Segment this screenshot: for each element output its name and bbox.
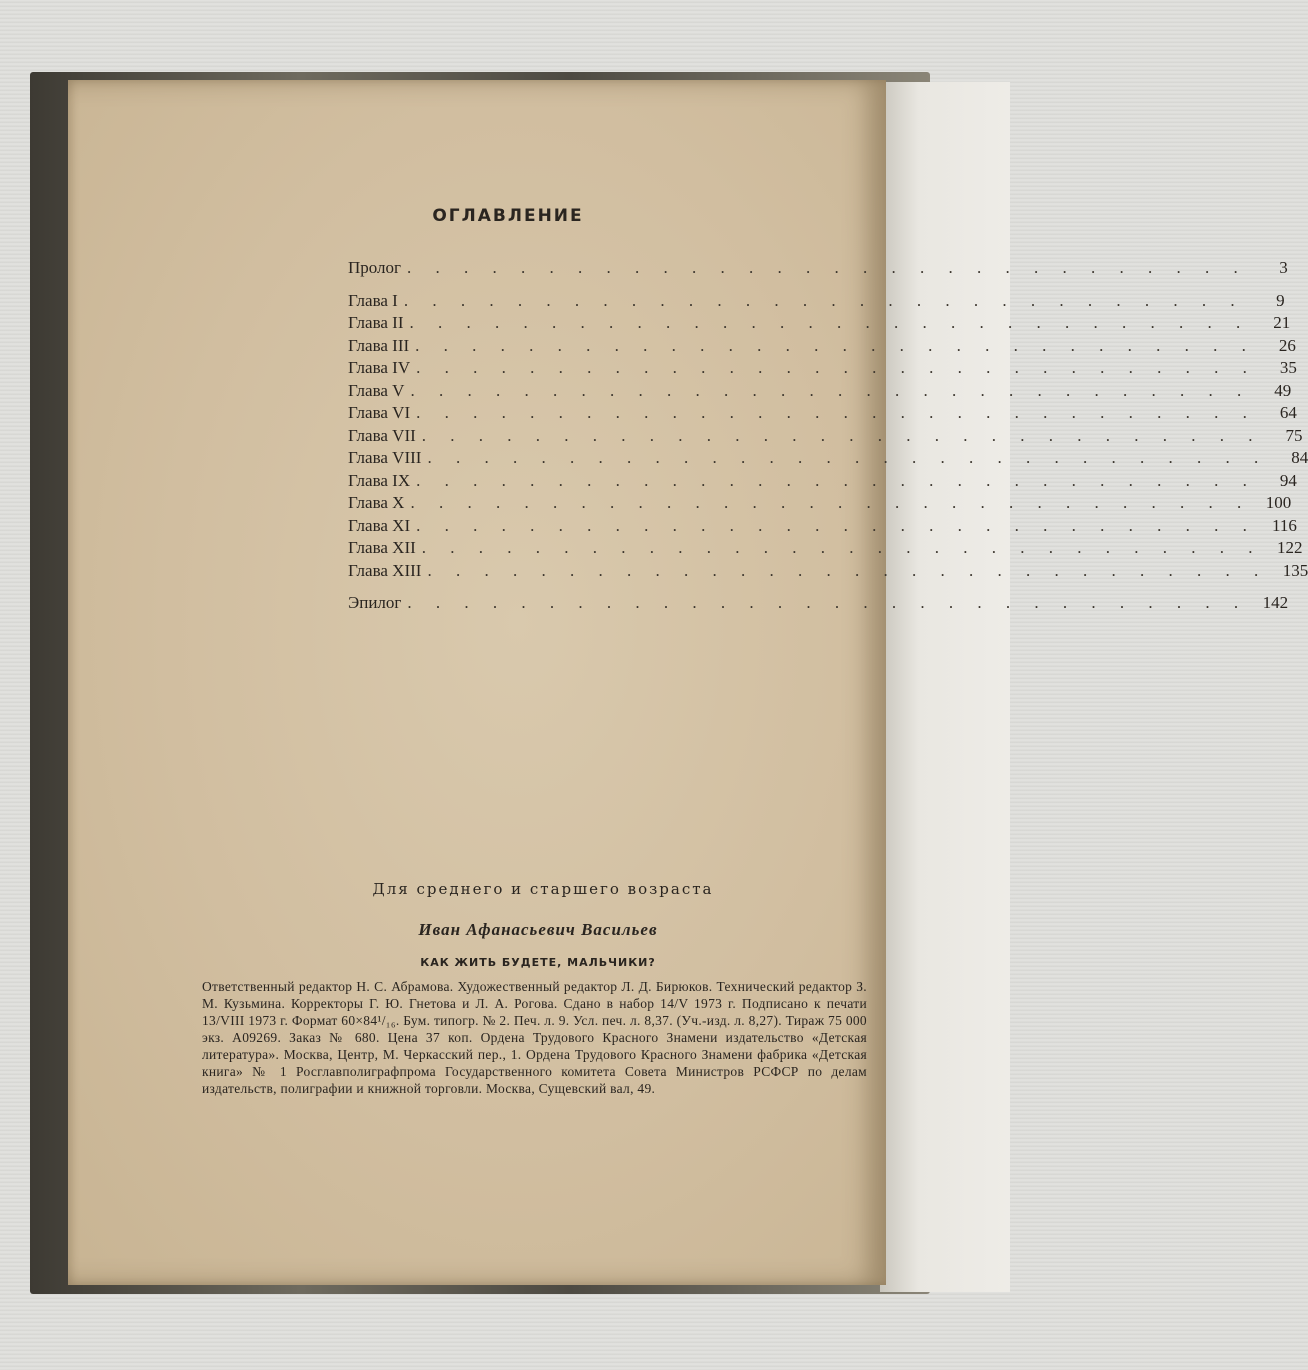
toc-entry-label: Глава X	[348, 493, 405, 512]
toc-entry-chapter	[348, 560, 1308, 584]
toc-entry-chapter	[348, 538, 1303, 561]
toc-entry-chapter	[348, 425, 1303, 449]
toc-entry-chapter	[348, 448, 1308, 471]
toc-entry-page: 26	[1278, 335, 1296, 355]
toc-entry-label: Пролог	[348, 258, 402, 277]
toc-entry-chapter	[348, 380, 1292, 404]
toc-entry-page: 49	[1274, 380, 1292, 400]
toc-entry-page: 9	[1276, 290, 1285, 310]
toc-entry-page: 135	[1282, 560, 1308, 580]
toc-entry-label: Глава VIII	[348, 448, 422, 467]
toc-entry-chapter	[348, 470, 1297, 494]
book-title: КАК ЖИТЬ БУДЕТЕ, МАЛЬЧИКИ?	[420, 956, 656, 969]
toc-entry-prologue	[348, 258, 1288, 281]
leader-dots: . . . . . . . . . . . . . . . . . . . . . . . . . . . . . .	[407, 593, 1249, 612]
leader-dots: . . . . . . . . . . . . . . . . . . . . . . . . . . . . . .	[409, 313, 1251, 332]
toc-entry-chapter	[348, 403, 1297, 426]
toc-entry-label: Глава IV	[348, 358, 411, 377]
toc-entry-page: 122	[1277, 538, 1303, 557]
toc-title: ОГЛАВЛЕНИЕ	[432, 206, 584, 226]
toc-entry-label: Глава II	[348, 313, 404, 332]
toc-entry-label: Глава XI	[348, 515, 411, 535]
toc-entry-page: 94	[1279, 470, 1297, 490]
toc-entry-page: 3	[1279, 258, 1288, 277]
toc-entry-page: 35	[1279, 358, 1297, 377]
leader-dots: . . . . . . . . . . . . . . . . . . . . . . . . . . . . . .	[407, 258, 1248, 277]
toc-entry-label: Глава XIII	[348, 560, 422, 580]
toc-entry-label: Глава IX	[348, 470, 411, 490]
leader-dots: . . . . . . . . . . . . . . . . . . . . . . . . . . . . . .	[416, 515, 1257, 535]
leader-dots: . . . . . . . . . . . . . . . . . . . . . . . . . . . . . .	[427, 448, 1269, 467]
toc-entry-page: 116	[1272, 515, 1297, 535]
chapter-list	[348, 290, 1308, 584]
leader-dots: . . . . . . . . . . . . . . . . . . . . . . . . . . . . . .	[416, 470, 1257, 490]
toc-entry-page: 100	[1265, 493, 1292, 512]
toc-entry-page: 75	[1285, 425, 1303, 445]
leader-dots: . . . . . . . . . . . . . . . . . . . . . . . . . . . . . .	[421, 538, 1263, 557]
toc-entry-chapter	[348, 290, 1285, 314]
leader-dots: . . . . . . . . . . . . . . . . . . . . . . . . . . . . . .	[403, 290, 1245, 310]
toc-entry-label: Глава V	[348, 380, 405, 400]
toc-entry-label: Глава I	[348, 290, 398, 310]
toc-entry-label: Глава III	[348, 335, 410, 355]
toc-entry-label: Глава VII	[348, 425, 416, 445]
toc-entry-label: Эпилог	[348, 593, 402, 612]
toc-entry-epilogue	[348, 593, 1289, 616]
toc-entry-label: Глава XII	[348, 538, 416, 557]
leader-dots: . . . . . . . . . . . . . . . . . . . . . . . . . . . . . .	[416, 358, 1257, 377]
toc-entry-page: 64	[1279, 403, 1297, 422]
leader-dots: . . . . . . . . . . . . . . . . . . . . . . . . . . . . . .	[410, 493, 1252, 512]
toc-entry-page: 84	[1291, 448, 1308, 467]
leader-dots: . . . . . . . . . . . . . . . . . . . . . . . . . . . . . .	[410, 380, 1252, 400]
book-page	[68, 80, 1308, 1285]
leader-dots: . . . . . . . . . . . . . . . . . . . . . . . . . . . . . .	[427, 560, 1269, 580]
toc-entry-page: 21	[1273, 313, 1291, 332]
leader-dots: . . . . . . . . . . . . . . . . . . . . . . . . . . . . . .	[416, 403, 1257, 422]
toc-entry-chapter	[348, 335, 1296, 359]
audience-note: Для среднего и старшего возраста	[372, 880, 714, 898]
toc-entry-chapter	[348, 493, 1292, 516]
toc-entry-page: 142	[1262, 593, 1289, 612]
toc-entry-chapter	[348, 313, 1291, 336]
author-name: Иван Афанасьевич Васильев	[418, 920, 658, 939]
leader-dots: . . . . . . . . . . . . . . . . . . . . . . . . . . . . . .	[415, 335, 1256, 355]
toc-entry-chapter	[348, 358, 1297, 381]
toc-entry-label: Глава VI	[348, 403, 411, 422]
toc-entry-chapter	[348, 515, 1297, 539]
leader-dots: . . . . . . . . . . . . . . . . . . . . . . . . . . . . . .	[421, 425, 1263, 445]
imprint-text: Ответственный редактор Н. С. Абрамова. Художественный редактор Л. Д. Бирюков. Технический редактор З. М. Кузьмина. Корректоры Г. Ю. Гнетова и Л. А. Рогова. Сдано в набор 14/V 1973 г. Подписано к печати 13/VIII 1973 г. Формат 60×84¹/₁₆. Бум. типогр. № 2. Печ. л. 9. Усл. печ. л. 8,37. (Уч.-изд. л. 8,27). Тираж 75 000 экз. А09269. Заказ № 680. Цена 37 коп. Ордена Трудового Красного Знамени издательство «Детская литература». Москва, Центр, М. Черкасский пер., 1. Ордена Трудового Красного Знамени фабрика «Детская книга» № 1 Росглавполиграфпрома Государственного комитета Совета Министров РСФСР по делам издательств, полиграфии и книжной торговли. Москва, Сущевский вал, 49.	[202, 979, 867, 1096]
table-of-contents	[348, 258, 1308, 616]
